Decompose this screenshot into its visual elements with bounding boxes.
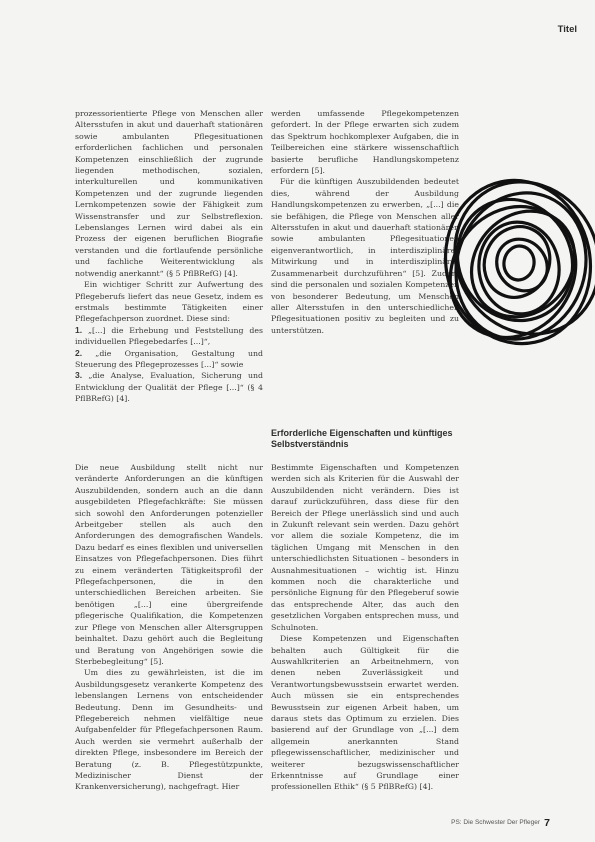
paragraph: Diese Kompetenzen und Eigenschaften behalten auch Gültigkeit für die Auswahlkriterien an Arbeitnehmern, von denen neben Zuverlässigkeit und Verantwortungsbewusstsein erwartet werden. Auch müssen sie ein entsprechendes Bewusstsein zur eigenen Arbeit haben, um daraus stets das Optimum zu erzielen. Dies basierend auf der Grundlage von „[...] dem allgemein anerkannten Stand pflegewissenschaftlicher, medizinischer und weiterer bezugswissenschaftlicher Erkenntnisse auf Grundlage einer professionellen Ethik“ (§ 5 PflBRefG) [4].: [271, 634, 459, 792]
section-title: Titel: [557, 24, 577, 35]
column-left-top: [75, 108, 263, 405]
footer-publication: PS: Die Schwester Der Pfleger: [451, 819, 540, 826]
list-item: [75, 348, 263, 371]
list-text: „[...] die Erhebung und Feststellung des individuellen Pflegebedarfes [...]“,: [75, 325, 263, 347]
scribble-circles-illustration: [423, 162, 595, 367]
paragraph: Für die künftigen Auszubildenden bedeutet dies, während der Ausbildung Handlungskompetenzen zu erwerben, „[...] die sie befähigen, die Pflege von Menschen aller Altersstufen in akut und dauerhaft stationären sowie ambulanten Pflegesituationen eigenverantwortlich, in interdisziplinärer Mitwirkung und in interdisziplinärer Zusammenarbeit durchzuführen“ [5]. Zudem sind die personalen und sozialen Kompetenzen von besonderer Bedeutung, um Menschen aller Altersstufen in den unterschiedlichen Pflegesituationen positiv zu begleiten und zu unterstützen.: [271, 177, 459, 335]
list-number: 1.: [75, 324, 83, 335]
paragraph: Um dies zu gewährleisten, ist die im Ausbildungsgesetz verankerte Kompetenz des lebenslangen Lernens von entscheidender Bedeutung. Denn im Gesundheits- und Pflegebereich nehmen vielfältige neue Aufgabenfelder für Pflegefachpersonen Raum. Auch werden sie vermehrt außerhalb der direkten Pflege, insbesondere im Bereich der Beratung (z. B. Pflegestützpunkte, Medizinischer Dienst der Krankenversicherung), nachgefragt. Hier: [75, 668, 263, 792]
list-number: 3.: [75, 370, 83, 381]
paragraph: Die neue Ausbildung stellt nicht nur veränderte Anforderungen an die künftigen Auszubildenden, sondern auch an die dann ausgebildeten Pflegefachkräfte: Sie müssen sich sowohl den Anforderungen potenzieller Arbeitgeber stellen als auch den Anforderungen des demografischen Wandels. Dazu bedarf es eines flexiblen und universellen Einsatzes von Pflegefachpersonen. Dies führt zu einem veränderten Tätigkeitsprofil der Pflegefachpersonen, die in den unterschiedlichen Bereichen arbeiten. Sie benötigen „[...] eine übergreifende pflegerische Qualifikation, die Kompetenzen zur Pflege von Menschen aller Altersgruppen beinhaltet. Dazu gehört auch die Begleitung und Beratung von Angehörigen sowie die Sterbebegleitung“ [5].: [75, 463, 263, 666]
page-number: 7: [544, 817, 550, 829]
paragraph: werden umfassende Pflegekompetenzen gefordert. In der Pflege erwarten sich zudem das Spektrum hochkomplexer Aufgaben, die in Teilbereichen eine stärkere wissenschaftlich basierte berufliche Handlungskompetenz erfordern [5].: [271, 109, 459, 176]
list-number: 2.: [75, 347, 83, 358]
paragraph: Bestimmte Eigenschaften und Kompetenzen werden sich als Kriterien für die Auswahl der Auszubildenden nicht verändern. Dies ist darauf zurückzuführen, dass diese für den Bereich der Pflege unerlässlich sind und auch in Zukunft relevant sein werden. Dazu gehört vor allem die soziale Kompetenz, die im täglichen Umgang mit Menschen in den unterschiedlichsten Situationen – besonders in Ausnahmesituationen – wichtig ist. Hinzu kommen noch die charakterliche und persönliche Eignung für den Pflegeberuf sowie das entsprechende Alter, das auch den gesetzlichen Vorgaben entsprechen muss, und Schulnoten.: [271, 463, 459, 632]
list-item: [75, 325, 263, 348]
paragraph: prozessorientierte Pflege von Menschen aller Altersstufen in akut und dauerhaft stationären sowie ambulanten Pflegesituationen erforderlichen fachlichen und personalen Kompetenzen einschließlich der zugrunde liegenden methodischen, sozialen, interkulturellen und kommunikativen Kompetenzen und der zugrunde liegenden Lernkompetenzen sowie der Fähigkeit zum Wissenstransfer und zur Selbstreflexion. Lebenslanges Lernen wird dabei als ein Prozess der eigenen beruflichen Biografie verstanden und die fortlaufende persönliche und fachliche Weiterentwicklung als notwendig anerkannt“ (§ 5 PflBRefG) [4].: [75, 109, 263, 278]
column-left-bottom: [75, 462, 263, 793]
list-text: „die Analyse, Evaluation, Sicherung und Entwicklung der Qualität der Pflege [...]“ (§ 4 PflBRefG) [4].: [75, 371, 263, 404]
column-right-bottom: [271, 462, 459, 793]
section-subheading: Erforderliche Eigenschaften und künftiges Selbstverständnis: [271, 428, 453, 449]
list-item: [75, 370, 263, 404]
paragraph: Ein wichtiger Schritt zur Aufwertung des Pflegeberufs liefert das neue Gesetz, indem es erstmals bestimmte Tätigkeiten einer Pflegefachperson zuordnet. Diese sind:: [75, 280, 263, 324]
list-text: „die Organisation, Gestaltung und Steuerung des Pflegeprozesses [...]“ sowie: [75, 348, 264, 369]
